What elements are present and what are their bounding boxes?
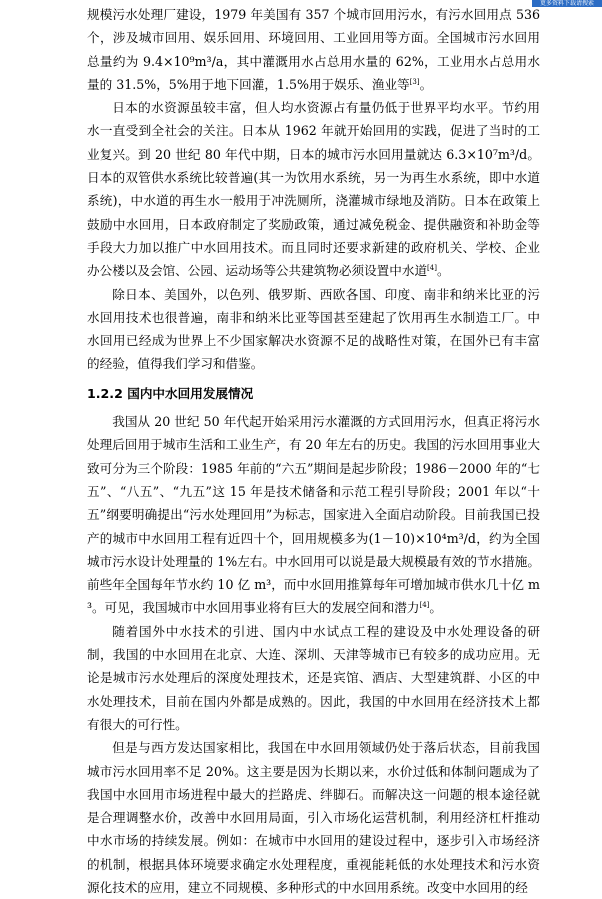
paragraph-japan bbox=[87, 96, 540, 282]
paragraph-tail: 。 bbox=[429, 600, 443, 616]
citation-ref: [3] bbox=[409, 77, 420, 86]
paragraph-china-challenges bbox=[87, 736, 540, 899]
citation-ref: [4] bbox=[427, 264, 437, 273]
paragraph-china-applications bbox=[87, 620, 540, 736]
paragraph-text: 我国从 20 世纪 50 年代起开始采用污水灌溉的方式回用污水，但真正将污水处理后回用于城市生活和工业生产，有 20 年左右的历史。我国的污水回用事业大致可分为三个阶段：1985 年前的“六五”期间是起步阶段；1986－2000 年的“七五”、“八五”、“九五”这 15 年是技术储备和示范工程引导阶段；2001 年以“十五”纲要明确提出“污水处理回用”为标志，国家进入全面启动阶段。目前我国已投产的城市中水回用工程有近四十个，回用规模多为(1－10)×10⁴m³/d，约为全国城市污水设计处理量的 1%左右。中水回用可以说是最大规模最有效的节水措施。前些年全国每年节水约 10 亿 m³，而中水回用推算每年可增加城市供水几十亿 m³。可见，我国城市中水回用事业将有巨大的发展空间和潜力 bbox=[87, 414, 540, 616]
paragraph-text: 除日本、美国外，以色列、俄罗斯、西欧各国、印度、南非和纳米比亚的污水回用技术也很普遍，南非和纳米比亚等国甚至建起了饮用再生水制造工厂。中水回用已经成为世界上不少国家解决水资源不足的战略性对策，在国外已有丰富的经验，值得我们学习和借鉴。 bbox=[87, 286, 540, 372]
paragraph-other-countries bbox=[87, 283, 540, 376]
section-heading: 1.2.2 国内中水回用发展情况 bbox=[87, 385, 254, 401]
paragraph-tail: 。 bbox=[436, 263, 450, 279]
paragraph-text: 但是与西方发达国家相比，我国在中水回用领域仍处于落后状态，目前我国城市污水回用率不足 20%。这主要是因为长期以来，水价过低和体制问题成为了我国中水回用市场进程中最大的拦路虎、绊脚石。而解决这一问题的根本途径就是合理调整水价，改善中水回用局面，引入市场化运营机制，利用经济杠杆推动中水市场的持续发展。例如：在城市中水回用的建设过程中，逐步引入市场经济的机制，根据具体环境要求确定水处理程度，重视能耗低的水处理技术和污水资源化技术的应用，建立不同规模、多种形式的中水回用系统。改变中水回用的经 bbox=[87, 740, 540, 895]
paragraph-tail: 。 bbox=[419, 76, 433, 92]
paragraph-china-history bbox=[87, 410, 540, 620]
paragraph-text: 日本的水资源虽较丰富，但人均水资源占有量仍低于世界平均水平。节约用水一直受到全社会的关注。日本从 1962 年就开始回用的实践，促进了当时的工业复兴。到 20 世纪 80 年代中期，日本的城市污水回用量就达 6.3×10⁷m³/d。日本的双管供水系统比较普遍(其一为饮用水系统，另一为再生水系统，即中水道系统)，中水道的再生水一般用于冲洗厕所，浇灌城市绿地及消防。日本在政策上鼓励中水回用，日本政府制定了奖励政策，通过减免税金、提供融资和补助金等手段大力加以推广中水回用技术。而且同时还要求新建的政府机关、学校、企业办公楼以及会馆、公园、运动场等公共建筑物必须设置中水道 bbox=[87, 100, 540, 279]
citation-ref: [4] bbox=[419, 601, 430, 610]
watermark-banner: 更多资料下载请搜索 bbox=[532, 0, 602, 7]
paragraph-text: 随着国外中水技术的引进、国内中水试点工程的建设及中水处理设备的研制，我国的中水回用在北京、大连、深圳、天津等城市已有较多的成功应用。无论是城市污水处理后的深度处理技术，还是宾馆、酒店、大型建筑群、小区的中水处理技术，目前在国内外都是成熟的。因此，我国的中水回用在经济技术上都有很大的可行性。 bbox=[87, 623, 540, 732]
paragraph-usa bbox=[87, 3, 540, 96]
document-page bbox=[87, 3, 540, 899]
paragraph-text: 规模污水处理厂建设，1979 年美国有 357 个城市回用污水，有污水回用点 536 个，涉及城市回用、娱乐回用、环境回用、工业回用等方面。全国城市污水回用总量约为 9.4×10⁹m³/a，其中灌溉用水占总用水量的 62%，工业用水占总用水量的 31.5%，5%用于地下回灌，1.5%用于娱乐、渔业等 bbox=[87, 7, 540, 92]
